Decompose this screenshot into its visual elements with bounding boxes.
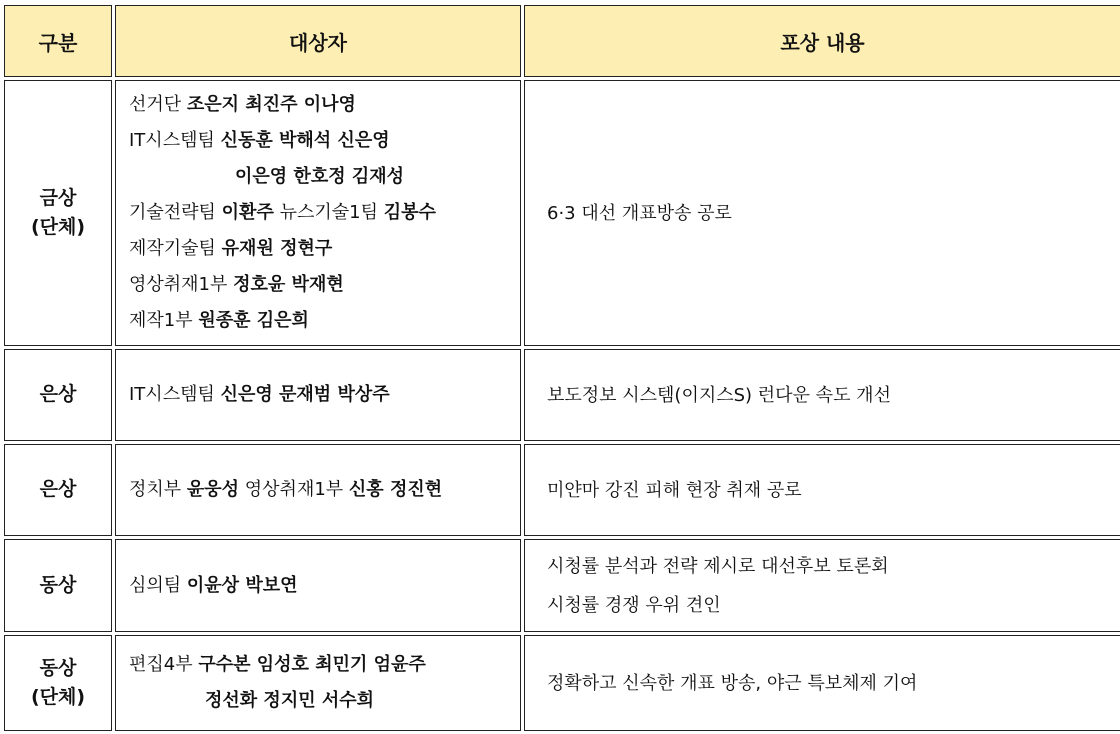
category-line: 동상 [39,656,77,679]
recipient-names: 신동훈 박해석 신은영 [220,130,390,151]
recipient-line [129,472,520,508]
header-row [4,5,1120,77]
category-line: 금상 [39,186,77,209]
recipient-names: 윤웅성 [186,479,240,500]
recipients-cell [115,444,521,536]
department: 정치부 [129,479,187,500]
department: 편집4부 [129,654,199,675]
recipient-line [129,159,520,195]
recipient-line [129,683,520,719]
recipient-names: 신은영 문재범 박상주 [220,384,390,405]
department: 영상취재1부 [129,274,234,295]
category-line: (단체) [30,686,86,708]
header-reason: 포상 내용 [524,5,1120,77]
reason-cell [524,444,1120,536]
department: 영상취재1부 [239,479,349,500]
recipient-names: 구수본 임성호 최민기 엄윤주 [198,654,426,675]
department: 제작1부 [129,310,199,331]
award-category [4,635,112,731]
recipient-names: 원종훈 김은희 [198,310,309,331]
recipient-names: 유재원 정현구 [221,238,333,259]
department: IT시스템팀 [129,130,221,151]
award-category [4,349,112,441]
recipient-line [129,303,520,339]
table-row [4,539,1120,632]
award-table [1,2,1120,734]
recipient-names: 신홍 정진현 [348,479,443,500]
table-row [4,635,1120,731]
reason-line: 시청률 경쟁 우위 견인 [547,594,721,616]
recipient-names: 조은지 최진주 이나영 [186,94,356,115]
recipient-names: 정호윤 박재현 [233,274,344,295]
table-row [4,349,1120,441]
reason-cell [524,80,1120,346]
reason-cell [524,635,1120,731]
recipient-names: 정선화 정지민 서수희 [205,690,375,711]
department: 심의팀 [129,574,187,596]
reason-line: 시청률 분석과 전략 제시로 대선후보 토론회 [547,555,889,577]
header-category: 구분 [4,5,112,77]
category-line: (단체) [30,216,86,238]
recipient-names: 김봉수 [383,202,436,223]
recipients-cell [115,349,521,441]
recipient-line [129,195,520,231]
department: 선거단 [129,94,187,115]
recipients-cell [115,539,521,632]
reason-line: 미얀마 강진 피해 현장 취재 공로 [547,479,802,501]
award-category [4,539,112,632]
recipient-names: 이환주 [221,202,274,223]
award-category [4,80,112,346]
department: 제작기술팀 [129,238,222,259]
department: IT시스템팀 [129,384,221,405]
recipient-line [129,377,520,413]
recipient-line [129,87,520,123]
header-recipients: 대상자 [115,5,521,77]
recipients-cell [115,80,521,346]
reason-line: 6·3 대선 개표방송 공로 [547,202,732,224]
department: 기술전략팀 [129,202,222,223]
recipient-line [129,267,520,303]
recipient-names: 이윤상 박보연 [186,574,298,596]
category-line: 은상 [39,383,77,406]
recipient-line [129,231,520,267]
recipient-names: 이은영 한호정 김재성 [235,166,405,187]
award-category [4,444,112,536]
recipient-line [129,568,520,604]
table-row [4,444,1120,536]
reason-cell [524,539,1120,632]
reason-cell [524,349,1120,441]
recipient-line [129,647,520,683]
recipient-line [129,123,520,159]
table-row [4,80,1120,346]
reason-line: 보도정보 시스템(이지스S) 런다운 속도 개선 [547,384,891,406]
department: 뉴스기술1팀 [273,202,384,223]
recipients-cell [115,635,521,731]
category-line: 은상 [39,478,77,501]
reason-line: 정확하고 신속한 개표 방송, 야근 특보체제 기여 [547,672,918,694]
category-line: 동상 [39,573,77,596]
